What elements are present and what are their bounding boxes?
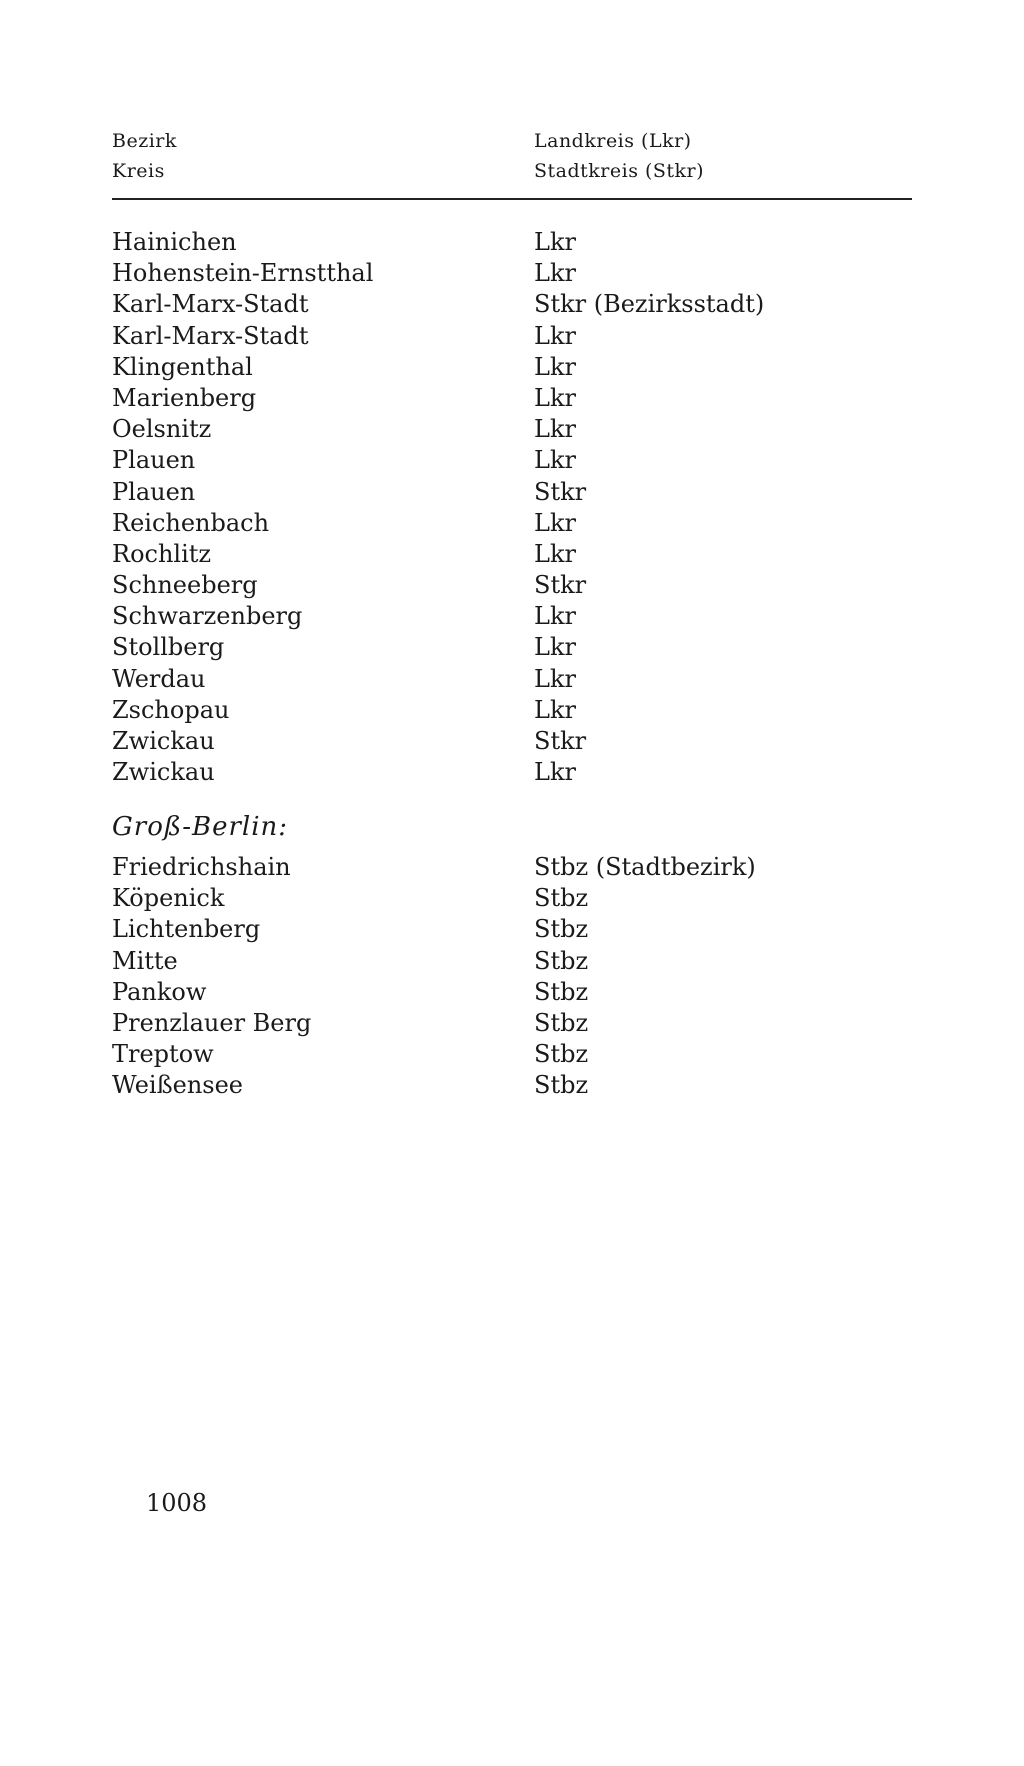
kreis-type: Lkr [534, 664, 576, 693]
stadtbezirk-name: Prenzlauer Berg [112, 1008, 312, 1037]
table-row [112, 539, 912, 570]
stadtbezirk-type: Stbz (Stadtbezirk) [534, 853, 756, 881]
stadtbezirk-type: Stbz [534, 1040, 589, 1069]
table-row [112, 570, 912, 601]
header-landkreis: Landkreis (Lkr) [534, 130, 692, 152]
kreis-type: Stkr [534, 477, 587, 506]
table-row [112, 914, 912, 945]
kreis-type: Stkr (Bezirksstadt) [534, 290, 765, 319]
kreis-type: Lkr [534, 446, 576, 475]
header-divider [112, 198, 912, 200]
table-row [112, 852, 912, 883]
kreis-name: Hohenstein-Ernstthal [112, 259, 374, 288]
table-row [112, 321, 912, 352]
stadtbezirk-name: Köpenick [112, 884, 225, 913]
stadtbezirk-list [112, 852, 912, 1102]
kreis-name: Reichenbach [112, 508, 270, 537]
table-row [112, 664, 912, 695]
stadtbezirk-name: Treptow [112, 1040, 214, 1069]
kreis-type: Lkr [534, 259, 576, 288]
kreis-name: Karl-Marx-Stadt [112, 321, 309, 350]
kreis-name: Werdau [112, 664, 206, 693]
table-row [112, 445, 912, 476]
kreis-type: Lkr [534, 602, 576, 631]
table-row [112, 352, 912, 383]
kreis-name: Schwarzenberg [112, 602, 303, 631]
stadtbezirk-type: Stbz [534, 884, 589, 913]
kreis-type: Lkr [534, 228, 576, 256]
stadtbezirk-type: Stbz [534, 1071, 589, 1100]
table-row [112, 601, 912, 632]
kreis-name: Karl-Marx-Stadt [112, 290, 309, 319]
kreis-name: Stollberg [112, 633, 225, 662]
page-number: 1008 [146, 1489, 208, 1517]
stadtbezirk-name: Weißensee [112, 1071, 244, 1100]
kreis-type: Lkr [534, 321, 576, 350]
kreis-name: Schneeberg [112, 571, 258, 600]
kreis-type: Lkr [534, 695, 576, 724]
table-row [112, 632, 912, 663]
kreis-name: Oelsnitz [112, 415, 212, 444]
kreis-type: Lkr [534, 633, 576, 662]
stadtbezirk-name: Mitte [112, 946, 178, 975]
stadtbezirk-type: Stbz [534, 1008, 589, 1037]
table-row [112, 1008, 912, 1039]
kreis-name: Zwickau [112, 758, 215, 787]
stadtbezirk-name: Lichtenberg [112, 915, 261, 944]
header-right-column [534, 126, 704, 186]
kreis-name: Zschopau [112, 695, 230, 724]
header-bezirk: Bezirk [112, 130, 177, 152]
kreis-name: Marienberg [112, 383, 257, 412]
table-row [112, 258, 912, 289]
table-row [112, 383, 912, 414]
kreis-name: Klingenthal [112, 352, 253, 381]
table-row [112, 289, 912, 320]
table-row [112, 977, 912, 1008]
table-row [112, 883, 912, 914]
table-row [112, 726, 912, 757]
table-row [112, 227, 912, 258]
kreis-type: Lkr [534, 508, 576, 537]
kreis-name: Zwickau [112, 727, 215, 755]
stadtbezirk-type: Stbz [534, 915, 589, 944]
header-kreis: Kreis [112, 160, 165, 182]
kreis-type: Stkr [534, 727, 587, 755]
header-stadtkreis: Stadtkreis (Stkr) [534, 160, 705, 182]
header-left-column [112, 126, 177, 186]
table-row [112, 695, 912, 726]
table-row [112, 757, 912, 788]
kreis-type: Lkr [534, 415, 576, 444]
stadtbezirk-type: Stbz [534, 977, 589, 1006]
kreis-name: Rochlitz [112, 539, 212, 568]
table-row [112, 508, 912, 539]
kreis-type: Stkr [534, 571, 587, 600]
table-row [112, 477, 912, 508]
table-row [112, 1070, 912, 1101]
kreis-name: Plauen [112, 446, 196, 475]
kreis-type: Lkr [534, 758, 576, 787]
stadtbezirk-name: Friedrichshain [112, 853, 291, 881]
kreis-type: Lkr [534, 383, 576, 412]
stadtbezirk-type: Stbz [534, 946, 589, 975]
section-title-gross-berlin: Groß-Berlin: [112, 812, 289, 842]
kreis-name: Hainichen [112, 228, 237, 256]
table-row [112, 1039, 912, 1070]
stadtbezirk-name: Pankow [112, 977, 207, 1006]
kreis-type: Lkr [534, 352, 576, 381]
kreis-name: Plauen [112, 477, 196, 506]
table-row [112, 946, 912, 977]
kreis-type: Lkr [534, 539, 576, 568]
table-row [112, 414, 912, 445]
kreis-list [112, 227, 912, 788]
